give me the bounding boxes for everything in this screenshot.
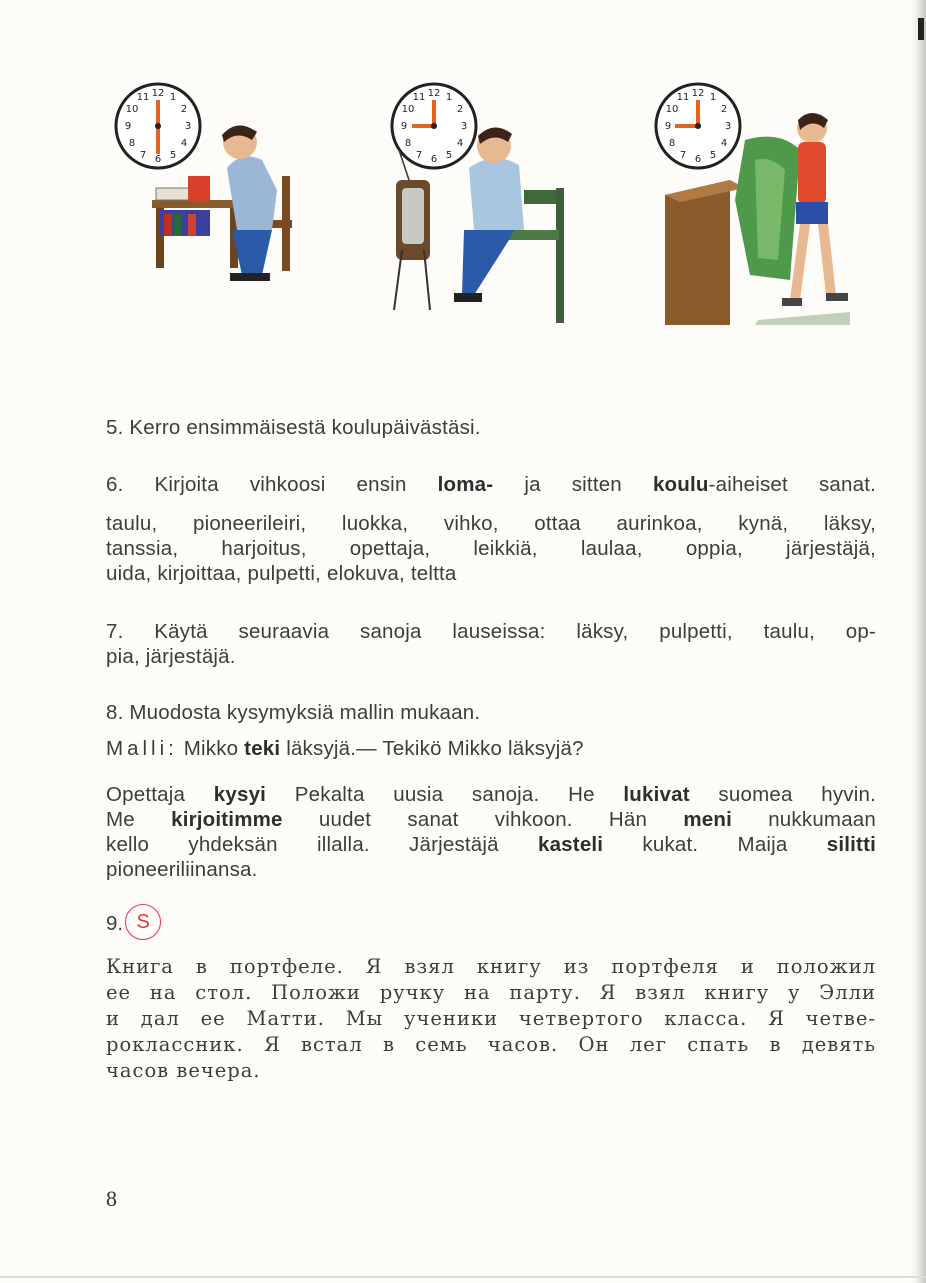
ex7-text: 7. Käytä seuraavia sanoja lauseissa: läksy, pulpetti, taulu, op- — [106, 620, 876, 643]
exercise-9-line — [106, 981, 876, 1005]
ex6-intro: ja sitten — [493, 473, 653, 496]
exercise-9-line — [106, 1007, 876, 1031]
clock-icon — [116, 84, 200, 168]
exercise-7-line — [106, 620, 876, 645]
ex8-text: kello yhdeksän illalla. Järjestäjä — [106, 833, 538, 856]
clock-number: 4 — [180, 138, 188, 149]
clock-number: 10 — [401, 104, 415, 115]
clock-number: 8 — [404, 138, 412, 149]
exercise-9-line — [106, 1059, 876, 1083]
ex6-words: taulu, pioneerileiri, luokka, vihko, ottaa aurinkoa, kynä, läksy, — [106, 512, 876, 535]
clock-number: 3 — [184, 121, 192, 132]
clock-number: 4 — [720, 138, 728, 149]
clock-number: 11 — [136, 92, 150, 103]
ex8-text: Pekalta uusia sanoja. He — [266, 783, 624, 806]
clock-number: 6 — [154, 154, 162, 165]
ex8-text: nukkumaan — [732, 808, 876, 831]
clock-number: 12 — [427, 88, 441, 99]
ex8-text: uudet sanat vihkoon. Hän — [282, 808, 684, 831]
clock-number: 1 — [709, 92, 717, 103]
ex8-bold-verb: kirjoitimme — [171, 808, 283, 831]
illustration-homework — [112, 80, 322, 320]
ex8-text: Me — [106, 808, 172, 831]
clock-number: 3 — [724, 121, 732, 132]
ex9-text: и дал ее Матти. Мы ученики четвертого класса. Я четве- — [106, 1007, 876, 1030]
clock-number: 5 — [709, 150, 717, 161]
ex8-bold-verb: kysyi — [213, 783, 267, 806]
exercise-8-model — [106, 737, 876, 762]
exercise-6-instruction — [106, 473, 876, 498]
ex8-text: suomea hyvin. — [689, 783, 876, 806]
ex8-bold-verb: silitti — [826, 833, 876, 856]
ex8-bold-verb: kasteli — [537, 833, 604, 856]
clock-number: 10 — [665, 104, 679, 115]
page-edge-shadow — [910, 0, 926, 1283]
edge-mark — [918, 18, 924, 40]
ex8-text: Opettaja — [106, 783, 214, 806]
ex8-intro: 8. Muodosta kysymyksiä mallin mukaan. — [106, 701, 481, 724]
clock-number: 8 — [668, 138, 676, 149]
clock-number: 11 — [676, 92, 690, 103]
ex9-text: ее на стол. Положи ручку на парту. Я взял книгу у Элли — [106, 981, 876, 1004]
illustration-watching-tv — [384, 80, 584, 330]
ex8-bold-verb: lukivat — [623, 783, 690, 806]
model-text: läksyjä.— Tekikö Mikko läksyjä? — [280, 737, 584, 760]
exercise-9-number: 9. — [106, 911, 124, 935]
clock-number: 7 — [415, 150, 423, 161]
exercise-9-line — [106, 955, 876, 979]
clock-number: 1 — [445, 92, 453, 103]
clock-number: 12 — [151, 88, 165, 99]
ex6-intro: -aiheiset sanat. — [708, 473, 876, 496]
ex9-text: роклассник. Я встал в семь часов. Он лег спать в девять — [106, 1033, 876, 1056]
exercise-8-line — [106, 783, 876, 808]
clock-number: 2 — [456, 104, 464, 115]
exercise-5-text: 5. Kerro ensimmäisestä koulupäivästäsi. — [106, 416, 481, 439]
clock-number: 7 — [139, 150, 147, 161]
clock-number: 7 — [679, 150, 687, 161]
ex9-text: часов вечера. — [106, 1059, 261, 1082]
model-bold-verb: teki — [244, 737, 281, 760]
s-badge-icon: S — [125, 904, 161, 940]
ex8-text: pioneeriliinansa. — [106, 858, 258, 881]
clock-number: 5 — [445, 150, 453, 161]
clock-number: 12 — [691, 88, 705, 99]
clock-number: 6 — [430, 154, 438, 165]
exercise-9-header — [106, 900, 161, 940]
ex6-bold-koulu: koulu — [652, 473, 709, 496]
exercise-6-words-line — [106, 512, 876, 537]
ex6-intro: 6. Kirjoita vihkoosi ensin — [106, 473, 438, 496]
page-number: 8 — [106, 1186, 117, 1211]
clock-number: 9 — [664, 121, 672, 132]
exercise-9-line — [106, 1033, 876, 1057]
clock-number: 1 — [169, 92, 177, 103]
model-text: Mikko — [177, 737, 245, 760]
ex8-text: kukat. Maija — [603, 833, 827, 856]
clock-number: 9 — [124, 121, 132, 132]
ex6-bold-loma: loma- — [437, 473, 494, 496]
exercise-8-line — [106, 858, 876, 883]
exercise-8-line — [106, 833, 876, 858]
clock-number: 10 — [125, 104, 139, 115]
exercise-8-line — [106, 808, 876, 833]
exercise-7-line — [106, 645, 876, 670]
clock-number: 5 — [169, 150, 177, 161]
clock-number: 2 — [720, 104, 728, 115]
ex6-words: uida, kirjoittaa, pulpetti, elokuva, teltta — [106, 562, 457, 585]
exercise-5 — [106, 416, 876, 441]
model-label: Malli: — [106, 737, 178, 760]
illustration-getting-dressed — [650, 80, 850, 330]
ex8-bold-verb: meni — [683, 808, 732, 831]
clock-number: 9 — [400, 121, 408, 132]
clock-number: 11 — [412, 92, 426, 103]
ex9-text: Книга в портфеле. Я взял книгу из портфеля и положил — [106, 955, 876, 978]
ex6-words: tanssia, harjoitus, opettaja, leikkiä, laulaa, oppia, järjestäjä, — [106, 537, 876, 560]
clock-icon — [656, 84, 740, 168]
exercise-6-words-line — [106, 537, 876, 562]
exercise-8-instruction — [106, 701, 876, 726]
bottom-border — [0, 1276, 926, 1278]
clock-number: 2 — [180, 104, 188, 115]
clock-number: 8 — [128, 138, 136, 149]
clock-number: 6 — [694, 154, 702, 165]
clock-number: 4 — [456, 138, 464, 149]
ex7-text: pia, järjestäjä. — [106, 645, 236, 668]
clock-icon — [392, 84, 476, 168]
clock-number: 3 — [460, 121, 468, 132]
exercise-6-words-line — [106, 562, 876, 587]
